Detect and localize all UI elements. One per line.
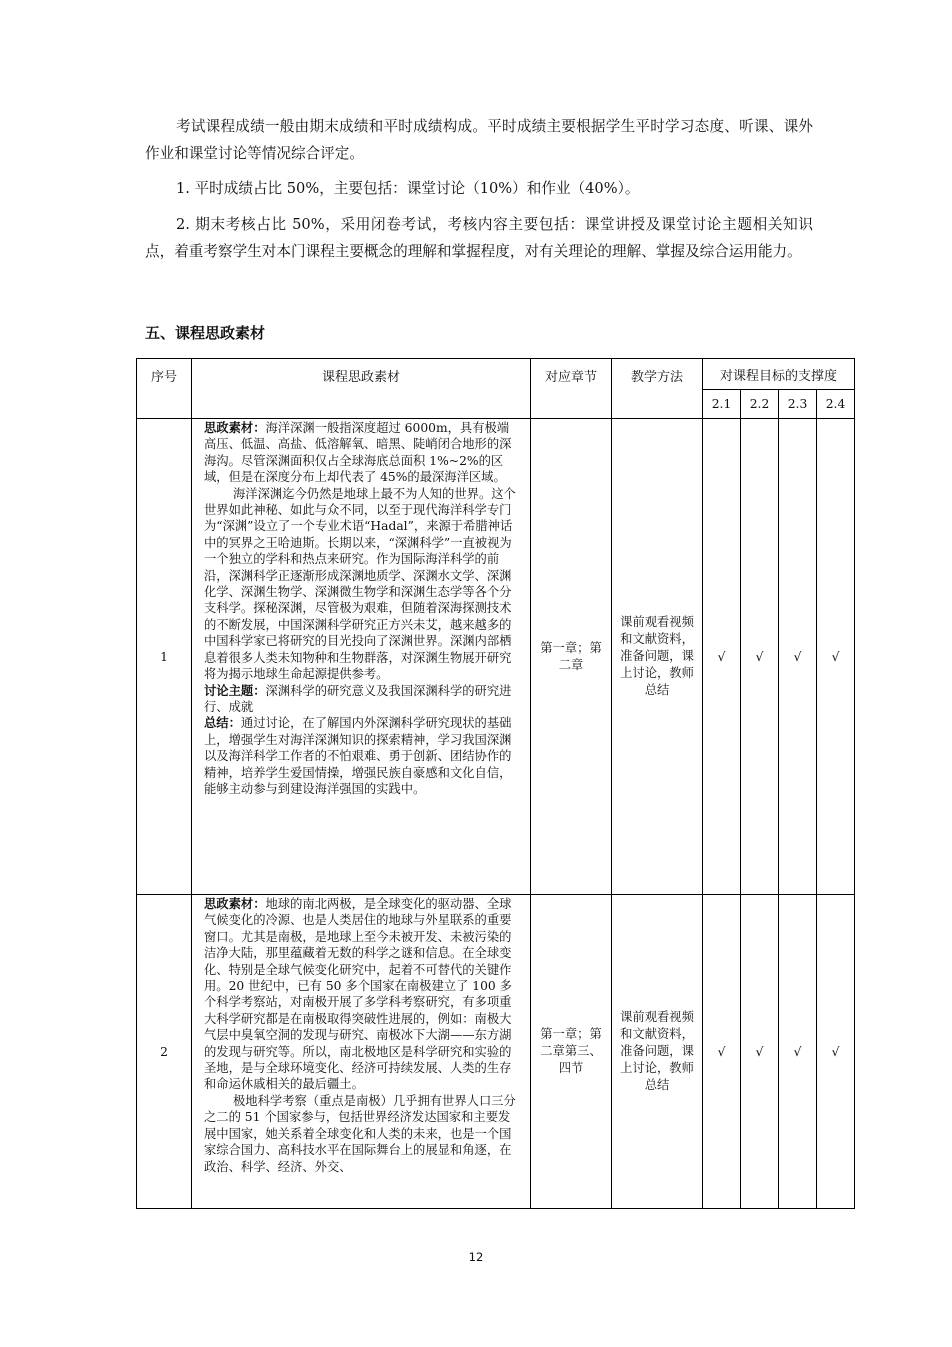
row-number: 1 — [137, 419, 192, 895]
material-text: 地球的南北两极，是全球变化的驱动器、全球气候变化的冷源、也是人类居住的地球与外星联系的重要窗口。尤其是南极，是地球上至今未被开发、未被污染的洁净大陆，那里蕴藏着无数的科学之谜和信息。在全球变化、特别是全球气候变化研究中，起着不可替代的关键作用。20 世纪中，已有 50 多个国家在南极建立了 100 多个科学考察站，对南极开展了多学科考察研究，有多项重大科学研究都是在南极取得突破性进展的，例如：南极大气层中臭氧空洞的发现与研究、南极冰下大湖——东方湖的发现与研究等。所以，南北极地区是科学研究和实验的圣地，是与全球环境变化、经济可持续发展、人类的生存和命运休戚相关的最后疆土。 — [204, 897, 512, 1092]
goal-header: 2.2 — [741, 390, 779, 419]
table-row — [137, 419, 855, 895]
support-check: √ — [741, 419, 779, 895]
support-check: √ — [817, 895, 855, 1209]
support-check: √ — [779, 419, 817, 895]
method-cell: 课前观看视频和文献资料，准备问题，课上讨论，教师总结 — [612, 419, 703, 895]
intro-paragraph-final-exam: 2. 期末考核占比 50%，采用闭卷考试，考核内容主要包括：课堂讲授及课堂讨论主题相关知识点，着重考察学生对本门课程主要概念的理解和掌握程度，对有关理论的理解、掌握及综合运用能力。 — [145, 216, 813, 260]
material-label: 思政素材： — [204, 897, 266, 911]
topic-label: 讨论主题： — [204, 683, 266, 698]
chapter-cell: 第一章；第二章 — [531, 419, 612, 895]
intro-paragraph-grading: 考试课程成绩一般由期末成绩和平时成绩构成。平时成绩主要根据学生平时学习态度、听课、课外作业和课堂讨论等情况综合评定。 — [145, 118, 813, 162]
table-header-row — [137, 359, 855, 390]
support-check: √ — [779, 895, 817, 1209]
page-number: 12 — [468, 1250, 484, 1264]
header-support: 对课程目标的支撑度 — [703, 359, 855, 390]
goal-header: 2.3 — [779, 390, 817, 419]
summary-text: 通过讨论，在了解国内外深渊科学研究现状的基础上，增强学生对海洋深渊知识的探索精神，学习我国深渊以及海洋科学工作者的不怕艰难、勇于创新、团结协作的精神，培养学生爱国情操，增强民族自豪感和文化自信，能够主动参与到建设海洋强国的实践中。 — [204, 716, 512, 796]
ideology-material-table — [136, 358, 855, 1209]
summary-label: 总结： — [204, 716, 241, 731]
material-cell — [192, 895, 531, 1209]
header-method: 教学方法 — [612, 359, 703, 419]
topic-text: 深渊科学的研究意义及我国深渊科学的研究进行、成就 — [204, 683, 512, 714]
material-text: 极地科学考察（重点是南极）几乎拥有世界人口三分之二的 51 个国家参与，包括世界经济发达国家和主要发展中国家，她关系着全球变化和人类的未来，也是一个国家综合国力、高科技水平在国际舞台上的展显和角逐，在政治、科学、经济、外交、 — [204, 1093, 516, 1174]
intro-paragraph-regular-score: 1. 平时成绩占比 50%，主要包括：课堂讨论（10%）和作业（40%）。 — [176, 180, 640, 197]
support-check: √ — [817, 419, 855, 895]
material-cell — [192, 419, 531, 895]
support-check: √ — [741, 895, 779, 1209]
material-text: 海洋深渊一般指深度超过 6000m，具有极端高压、低温、高盐、低溶解氧、暗黑、陡峭闭合地形的深海沟。尽管深渊面积仅占全球海底总面积 1%~2%的区域，但是在深度分布上却代表了 45%的最深海洋区域。 — [204, 421, 512, 485]
header-material: 课程思政素材 — [192, 359, 531, 419]
chapter-cell: 第一章；第二章第三、四节 — [531, 895, 612, 1209]
section-title: 五、课程思政素材 — [145, 324, 266, 342]
header-chapter: 对应章节 — [531, 359, 612, 419]
row-number: 2 — [137, 895, 192, 1209]
goal-header: 2.4 — [817, 390, 855, 419]
table-row — [137, 895, 855, 1209]
support-check: √ — [703, 419, 741, 895]
method-cell: 课前观看视频和文献资料，准备问题，课上讨论，教师总结 — [612, 895, 703, 1209]
goal-header: 2.1 — [703, 390, 741, 419]
header-no: 序号 — [137, 359, 192, 419]
material-label: 思政素材： — [204, 421, 266, 435]
material-text: 海洋深渊迄今仍然是地球上最不为人知的世界。这个世界如此神秘、如此与众不同，以至于现代海洋科学专门为“深渊”设立了一个专业术语“Hadal”，来源于希腊神话中的冥界之王哈迪斯。长期以来，“深渊科学”一直被视为一个独立的学科和热点来研究。作为国际海洋科学的前沿，深渊科学正逐渐形成深渊地质学、深渊水文学、深渊化学、深渊生物学、深渊微生物学和深渊生态学等各个分支科学。探秘深渊，尽管极为艰难，但随着深海探测技术的不断发展，中国深渊科学研究正方兴未艾，越来越多的中国科学家已将研究的目光投向了深渊世界。深渊内部栖息着很多人类未知物种和生物群落，对深渊生物展开研究将为揭示地球生命起源提供参考。 — [204, 486, 516, 682]
support-check: √ — [703, 895, 741, 1209]
